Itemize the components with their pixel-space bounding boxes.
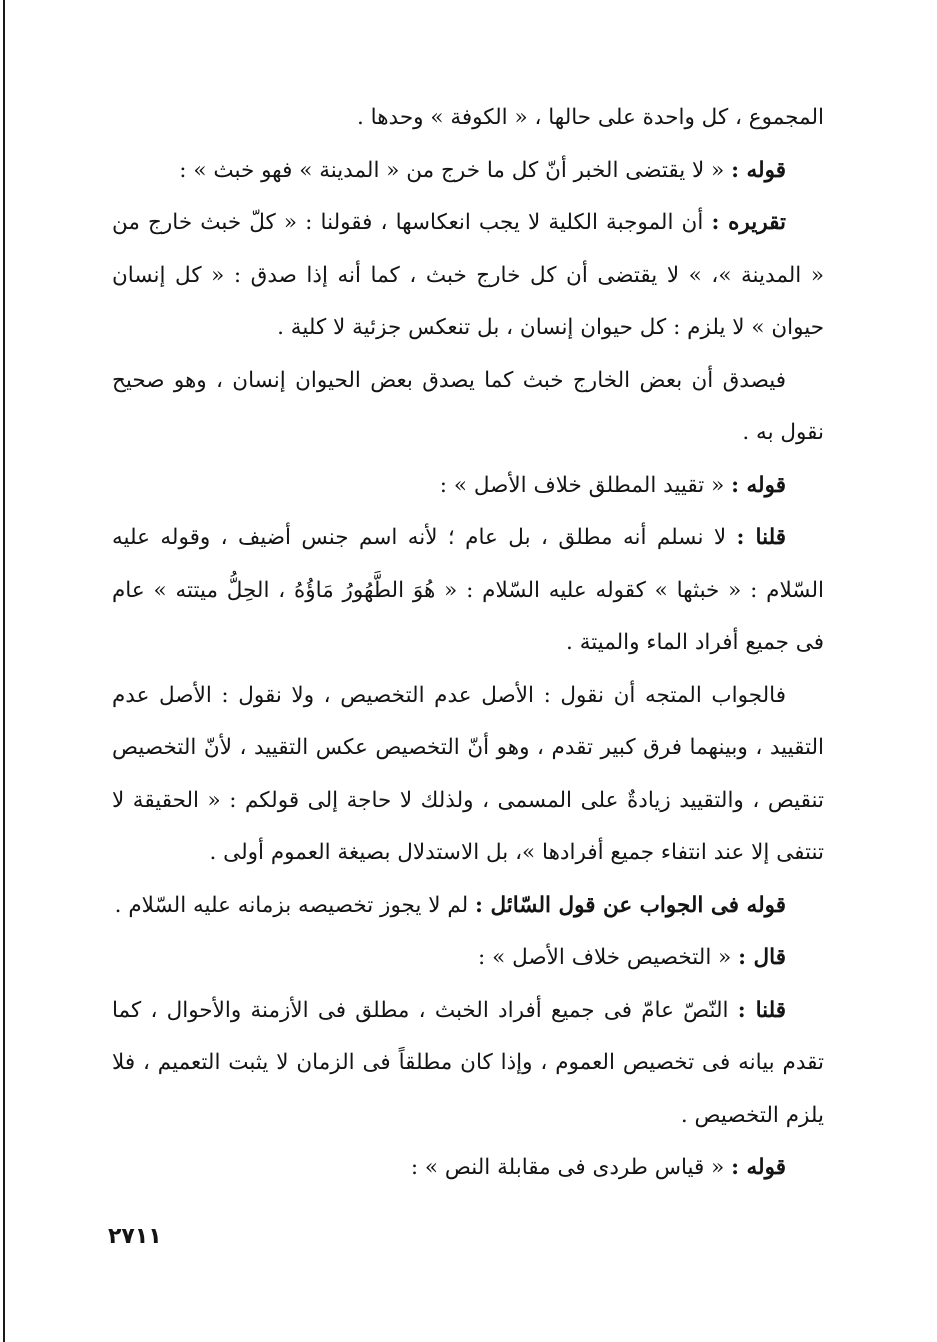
paragraph-text: « التخصيص خلاف الأصل » : xyxy=(478,945,739,970)
paragraph-text: فالجواب المتجه أن نقول : الأصل عدم التخصيص ، ولا نقول : الأصل عدم التقييد ، وبينهما فرق كبير تقدم ، وهو أنّ التخصيص عكس التقييد ، لأنّ التخصيص تنقيص ، والتقييد زيادةٌ على المسمى ، ولذلك لا حاجة إلى قولكم : « الحقيقة لا تنتفى إلا عند انتفاء جميع أفرادها »، بل الاستدلال بصيغة العموم أولى . xyxy=(112,682,824,865)
page-binding-edge xyxy=(3,0,5,1342)
paragraph-text: « تقييد المطلق خلاف الأصل » : xyxy=(439,472,732,498)
paragraph-text: أن الموجبة الكلية لا يجب انعكاسها ، فقولنا : « كلّ خبث خارج من « المدينة »، » لا يقتضى أن كل خارج خبث ، كما أنه إذا صدق : « كل إنسان حيوان » لا يلزم : كل حيوان إنسان ، بل تنعكس جزئية لا كلية . xyxy=(112,210,824,340)
paragraph-lead: قوله : xyxy=(731,1155,786,1180)
page-body xyxy=(112,92,824,1195)
paragraph-lead: قوله : xyxy=(731,157,786,183)
paragraph-text: لا نسلم أنه مطلق ، بل عام ؛ لأنه اسم جنس أضيف ، وقوله عليه السّلام : « خبثها » كقوله عليه السّلام : « هُوَ الطَّهُورُ مَاؤُهُ ، الحِلُّ ميتته » عام فى جميع أفراد الماء والميتة . xyxy=(112,525,824,655)
paragraph-text: « لا يقتضى الخبر أنّ كل ما خرج من « المدينة » فهو خبث » : xyxy=(179,157,732,183)
paragraph-text: النّصّ عامّ فى جميع أفراد الخبث ، مطلق فى الأزمنة والأحوال ، كما تقدم بيانه فى تخصيص العموم ، وإذا كان مطلقاً فى الزمان لا يثبت التعميم ، فلا يلزم التخصيص . xyxy=(112,997,824,1128)
paragraph xyxy=(112,460,824,513)
paragraph xyxy=(112,670,824,880)
paragraph xyxy=(112,1142,824,1195)
paragraph-lead: قلنا : xyxy=(736,525,786,550)
paragraph-lead: قال : xyxy=(738,945,786,970)
paragraph-lead: قلنا : xyxy=(737,997,786,1023)
paragraph xyxy=(112,145,824,198)
paragraph-lead: قوله : xyxy=(731,472,786,498)
paragraph xyxy=(112,355,824,460)
paragraph-text: فيصدق أن بعض الخارج خبث كما يصدق بعض الحيوان إنسان ، وهو صحيح نقول به . xyxy=(112,367,824,445)
paragraph xyxy=(112,92,824,145)
paragraph-lead: قوله فى الجواب عن قول السّائل : xyxy=(475,892,786,918)
paragraph xyxy=(112,932,824,985)
page-number: ٢٧١١ xyxy=(108,1224,162,1249)
paragraph xyxy=(112,197,824,355)
paragraph-text: المجموع ، كل واحدة على حالها ، « الكوفة » وحدها . xyxy=(357,105,824,130)
paragraph-lead: تقريره : xyxy=(711,210,786,235)
paragraph-text: لم لا يجوز تخصيصه بزمانه عليه السّلام . xyxy=(114,892,476,918)
paragraph xyxy=(112,512,824,670)
paragraph xyxy=(112,880,824,933)
paragraph-text: « قياس طردى فى مقابلة النص » : xyxy=(410,1155,732,1180)
paragraph xyxy=(112,985,824,1143)
